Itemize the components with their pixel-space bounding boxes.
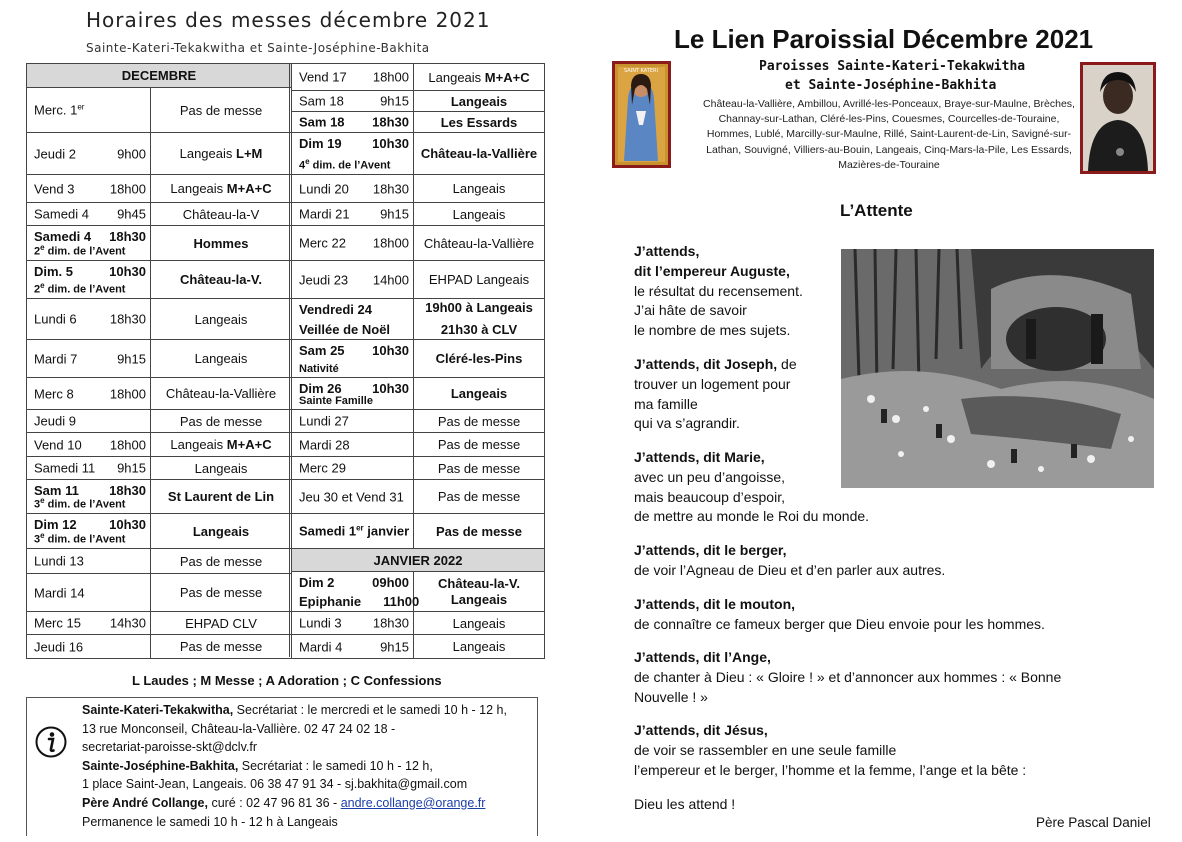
poem-line: Nouvelle ! » [634,688,708,705]
day-label: Jeudi 9 [34,413,76,429]
section-title: L’Attente [840,201,913,220]
poem-line: J’attends, dit l’Ange, [634,649,771,665]
day-label: Lundi 3 [299,615,342,631]
day-time-cell [292,64,414,90]
poem-line: de connaître ce fameux berger que Dieu envoie pour les hommes. [634,615,1045,632]
place-label: Pas de messe [179,413,263,429]
place-label: Château-la-V. [180,272,262,287]
day-time-cell [27,433,151,456]
time-label: 9h00 [117,146,146,161]
schedule-row [27,574,291,612]
schedule-subtitle: Sainte-Kateri-Tekakwitha et Sainte-Joséphine-Bakhita [86,41,430,55]
place-label: Pas de messe [179,639,263,654]
month-header: JANVIER 2022 [292,549,544,572]
schedule-row [292,457,544,480]
time-label: 9h45 [117,206,146,222]
day-label: Samedi 11 [34,460,96,476]
time-label: 18h30 [372,114,409,130]
schedule-row [292,433,544,457]
time-label: 9h15 [380,93,409,109]
schedule-row [292,378,544,410]
day-label: Dim. 5 [34,264,74,279]
parish-line-1: Paroisses Sainte-Kateri-Tekakwitha [759,59,1026,74]
day-time-cell [27,410,151,432]
day-time-cell [292,226,414,260]
poem-line: Dieu les attend ! [634,796,736,812]
poem-line: ma famille [634,395,698,412]
towns-list: Château-la-Vallière, Ambillou, Avrillé-les-Ponceaux, Braye-sur-Maulne, Brèches, Channay-sur-Lathan, Cléré-les-Pins, Couesmes, Courcelles-de-Touraine, Hommes, Lublé, Marcilly-sur-Maulne, Rillé, Saint-Laurent-de-Lin, Savigné-sur-Lathan, Souvigné, Villiers-au-Bouin, Langeais, Cinq-Mars-la-Pile, Les Essards, Mazières-de-Touraine [703,98,1075,171]
place-label: Langeais [194,460,248,476]
poem-stanza [634,795,735,815]
day-time-cell [292,112,414,132]
poem-line: de voir se rassembler en une seule famille [634,741,897,758]
icon-caption: SAINT KATERI [624,68,658,74]
schedule-row [292,91,544,112]
place-cell [151,175,291,202]
place-cell [414,514,544,548]
place-cell [151,88,291,132]
schedule-row [27,480,291,514]
place-cell [151,612,291,634]
place-label: Langeais [450,386,508,401]
schedule-row [292,480,544,514]
time-label: 18h00 [109,386,146,401]
day-time-cell [27,88,151,132]
place-label: Langeais [192,523,250,539]
place-label: Langeais M+A+C [428,69,530,85]
poem-stanza [634,648,1061,707]
time-label: 9h15 [117,460,146,476]
time-label: 11h00 [383,594,420,609]
day-label: Mardi 21 [299,206,350,222]
place-label: 19h00 à Langeais 21h30 à CLV [425,300,533,337]
place-label: Langeais [450,93,508,109]
place-cell [151,410,291,432]
schedule-row [27,226,291,261]
schedule-row [27,261,291,299]
place-label: Pas de messe [437,413,521,429]
poem-stanza [634,242,803,341]
day-label: Merc 15 [34,615,81,631]
place-label: Château-la-Vallière [420,146,538,161]
place-cell [151,226,291,260]
day-time-cell [27,514,151,548]
place-label: EHPAD CLV [185,615,257,631]
place-cell [151,378,291,409]
time-label: 18h00 [109,437,146,452]
place-label: Langeais M+A+C [170,437,272,452]
place-cell [151,514,291,548]
place-cell [151,433,291,456]
schedule-title: Horaires des messes décembre 2021 [86,8,491,32]
place-cell [151,574,291,611]
day-time-cell [27,378,151,409]
day-label: Jeudi 2 [34,146,76,161]
place-label: Château-la-V. Langeais [438,575,520,607]
schedule-row [292,112,544,133]
place-label: Pas de messe [437,460,521,476]
place-cell [414,433,544,456]
place-label: Les Essards [440,114,518,130]
day-time-cell [27,612,151,634]
time-label: 14h30 [109,615,146,631]
contact-line: 13 rue Monconseil, Château-la-Vallière. 02 47 24 02 18 - [82,721,396,736]
day-time-cell [292,410,414,432]
saint-kateri-icon [612,61,671,168]
place-label: Langeais [194,351,248,366]
place-label: Langeais [194,311,248,327]
time-label: 14h00 [372,272,409,287]
place-cell [414,175,544,202]
place-cell [151,549,291,573]
contact-line: secretariat-paroisse-skt@dclv.fr [82,740,257,755]
schedule-column-1 [26,63,292,659]
place-cell [414,340,544,377]
time-label: 18h30 [109,311,146,327]
poem-line: J’attends, dit Jésus, [634,722,768,738]
day-label: Merc. 1er [34,102,85,118]
poem-line: J’attends, dit Marie, [634,449,765,465]
place-label: Pas de messe [179,553,263,569]
place-cell [151,203,291,225]
day-time-cell [27,574,151,611]
day-time-cell [292,133,414,174]
schedule-row [292,514,544,549]
day-time-cell [27,549,151,573]
contact-line: Sainte-Kateri-Tekakwitha, Secrétariat : le mercredi et le samedi 10 h - 12 h, [82,703,507,717]
poem-line: mais beaucoup d’espoir, [634,488,785,505]
schedule-row [292,226,544,261]
day-label: Merc 22 [299,235,346,251]
time-label: 9h15 [117,351,146,366]
schedule-row [292,612,544,635]
column-separator [289,63,290,657]
schedule-row [27,378,291,410]
time-label: 10h30 [372,136,409,151]
day-time-cell [27,133,151,174]
day-label: Dim 12 [34,517,77,532]
poem-line: avec un peu d’angoisse, [634,468,785,485]
day-label: Vend 10 [34,437,82,452]
place-cell [151,133,291,174]
place-label: Pas de messe [437,437,521,452]
poem-line: J’attends, dit le berger, [634,542,787,558]
place-cell [414,635,544,658]
day-label: Dim 2 [299,575,335,590]
poem-stanza [634,448,869,527]
time-label: 9h15 [380,639,409,654]
time-label: 18h00 [372,235,409,251]
place-cell [151,457,291,479]
schedule-row [27,549,291,574]
poem-line: J’attends, dit Joseph, de [634,356,797,372]
place-label: Château-la-Vallière [165,386,277,401]
email-link[interactable]: andre.collange@orange.fr [340,795,486,810]
schedule-row [27,203,291,226]
poem-line: le nombre de mes sujets. [634,322,791,339]
day-time-cell [292,378,414,409]
day-label: Mardi 14 [34,585,85,600]
schedule-row [27,612,291,635]
place-label: Langeais M+A+C [170,181,272,196]
day-label: Mardi 28 [299,437,350,452]
day-label: Merc 29 [299,460,346,476]
month-header: DECEMBRE [27,64,291,88]
place-label: Langeais [452,206,506,222]
day-label: Dim 19 [299,136,342,151]
poem-line: qui va s’agrandir. [634,415,740,432]
schedule-row [292,175,544,203]
time-label: 18h00 [372,69,409,85]
parish-line-2: et Sainte-Joséphine-Bakhita [785,78,997,93]
day-label: Sam 11 [34,483,79,498]
time-label: 18h30 [372,181,409,196]
day-time-cell [27,261,151,298]
place-label: Château-la-V [182,206,260,222]
time-label: 18h30 [109,229,146,244]
schedule-row [27,340,291,378]
place-cell [414,261,544,298]
time-label: 10h30 [372,381,409,396]
contact-line: Père André Collange, curé : 02 47 96 81 36 - andre.collange@orange.fr [82,795,486,810]
place-cell [151,340,291,377]
day-time-cell [27,299,151,339]
day-label: Mardi 4 [299,639,343,654]
day-label: Vend 3 [34,181,75,196]
schedule-row [292,410,544,433]
place-cell [414,378,544,409]
schedule-row [292,572,544,612]
poem-stanza [634,541,945,581]
day-time-cell [27,175,151,202]
time-label: 18h30 [372,615,409,631]
info-icon [35,726,67,758]
day-label: Samedi 1er janvier [299,523,410,539]
place-cell [151,635,291,658]
day-label: Sam 18 [299,114,345,130]
schedule-row [292,635,544,658]
day-label: Sam 18 [299,93,344,109]
place-label: EHPAD Langeais [428,272,530,287]
day-label: Dim 26 [299,381,342,396]
sub-label: 3e dim. de l’Avent [34,496,126,511]
schedule-row [27,433,291,457]
time-label: 10h30 [372,343,409,358]
schedule-row [27,299,291,340]
place-cell [414,203,544,225]
sub-label: 2e dim. de l’Avent [34,281,126,296]
schedule-row [292,261,544,299]
day-label: Jeudi 16 [34,639,84,654]
place-cell [414,410,544,432]
poem-line: trouver un logement pour [634,375,791,392]
day-time-cell [27,457,151,479]
sub-label: Epiphanie 11h00 [299,594,420,609]
sub-label: Veillée de Noël [299,322,391,337]
place-cell [414,299,544,339]
day-time-cell [292,261,414,298]
place-label: St Laurent de Lin [167,489,275,504]
contact-line: Permanence le samedi 10 h - 12 h à Langeais [82,814,338,829]
day-time-cell [292,433,414,456]
schedule-row [292,203,544,226]
place-label: Langeais [452,181,506,196]
time-label: 10h30 [109,264,146,279]
poem-line: J’ai hâte de savoir [634,302,747,319]
place-cell [414,64,544,90]
place-label: Langeais [452,639,506,654]
day-time-cell [292,340,414,377]
schedule-row [27,514,291,549]
schedule-row [292,64,544,91]
day-time-cell [27,203,151,225]
place-cell [414,226,544,260]
schedule-row [292,340,544,378]
poem-line: J’attends, dit le mouton, [634,596,796,612]
day-label: Vendredi 24 [299,302,372,317]
day-time-cell [292,635,414,658]
newsletter-title: Le Lien Paroissial Décembre 2021 [674,24,1094,54]
place-cell [414,612,544,634]
time-label: 9h15 [380,206,409,222]
day-label: Lundi 13 [34,553,84,569]
poem-stanza [634,355,797,434]
day-label: Sam 25 [299,343,345,358]
poem-line: dit l’empereur Auguste, [634,262,790,279]
schedule-row [292,299,544,340]
schedule-row [292,133,544,175]
place-label: Château-la-Vallière [423,235,535,251]
place-cell [414,91,544,111]
place-cell [151,299,291,339]
place-label: Pas de messe [435,523,522,539]
day-label: Lundi 6 [34,311,77,327]
day-time-cell [292,514,414,548]
saint-bakhita-photo [1080,62,1156,174]
place-cell [151,480,291,513]
day-time-cell [27,340,151,377]
poem-line: le résultat du recensement. [634,282,803,299]
time-label: 09h00 [372,575,409,590]
place-label: Pas de messe [179,585,263,600]
schedule-row [27,457,291,480]
legend: L Laudes ; M Messe ; A Adoration ; C Confessions [132,673,442,688]
day-label: Merc 8 [34,386,74,401]
sub-label: Sainte Famille [299,395,373,407]
day-label: Samedi 4 [34,206,89,222]
day-time-cell [292,612,414,634]
poem-line: J’attends, [634,243,700,259]
day-time-cell [292,175,414,202]
place-label: Pas de messe [179,102,263,118]
time-label: 18h30 [109,483,146,498]
schedule-row [27,133,291,175]
day-time-cell [292,457,414,479]
day-label: Jeu 30 et Vend 31 [299,489,404,504]
place-label: Langeais [452,615,506,631]
contact-lines [82,701,507,831]
schedule-row [27,410,291,433]
place-cell [414,457,544,479]
place-label: Langeais L+M [179,146,263,161]
place-cell [414,572,544,611]
poem-stanza [634,721,1026,780]
contact-info-box [26,697,538,836]
schedule-row [27,175,291,203]
sub-label: 2e dim. de l’Avent [34,243,126,258]
day-label: Samedi 4 [34,229,92,244]
place-cell [414,133,544,174]
contact-line: 1 place Saint-Jean, Langeais. 06 38 47 91 34 - sj.bakhita@gmail.com [82,777,468,792]
poem-line: l’empereur et le berger, l’homme et la femme, l’ange et la bête : [634,761,1027,778]
day-time-cell [292,203,414,225]
day-time-cell [27,480,151,513]
poem-stanza [634,595,1045,635]
contact-line: Sainte-Joséphine-Bakhita, Secrétariat : le samedi 10 h - 12 h, [82,758,433,773]
sub-label: 3e dim. de l’Avent [34,531,126,546]
schedule-row [27,635,291,658]
day-time-cell [292,299,414,339]
day-time-cell [292,480,414,513]
day-time-cell [27,635,151,658]
poem-line: de voir l’Agneau de Dieu et d’en parler aux autres. [634,561,946,578]
day-label: Lundi 27 [299,413,349,429]
schedule-row [27,88,291,133]
place-label: Hommes [193,235,249,251]
time-label: 10h30 [109,517,146,532]
schedule-column-2 [291,63,545,659]
time-label: 18h00 [109,181,146,196]
day-time-cell [292,572,420,611]
place-cell [414,112,544,132]
day-label: Mardi 7 [34,351,78,366]
sub-label: 4e dim. de l’Avent [299,157,391,172]
day-time-cell [27,226,151,260]
day-label: Jeudi 23 [299,272,349,287]
sub-label: Nativité [299,363,339,375]
place-label: Pas de messe [437,489,521,504]
place-cell [151,261,291,298]
day-time-cell [292,91,414,111]
place-cell [414,480,544,513]
poem-line: de mettre au monde le Roi du monde. [634,508,870,525]
signature: Père Pascal Daniel [1036,815,1151,830]
nativity-scene-photo [841,249,1154,488]
poem-line: de chanter à Dieu : « Gloire ! » et d’annoncer aux hommes : « Bonne [634,668,1062,685]
day-label: Vend 17 [299,69,347,85]
day-label: Lundi 20 [299,181,349,196]
place-label: Cléré-les-Pins [435,351,523,366]
